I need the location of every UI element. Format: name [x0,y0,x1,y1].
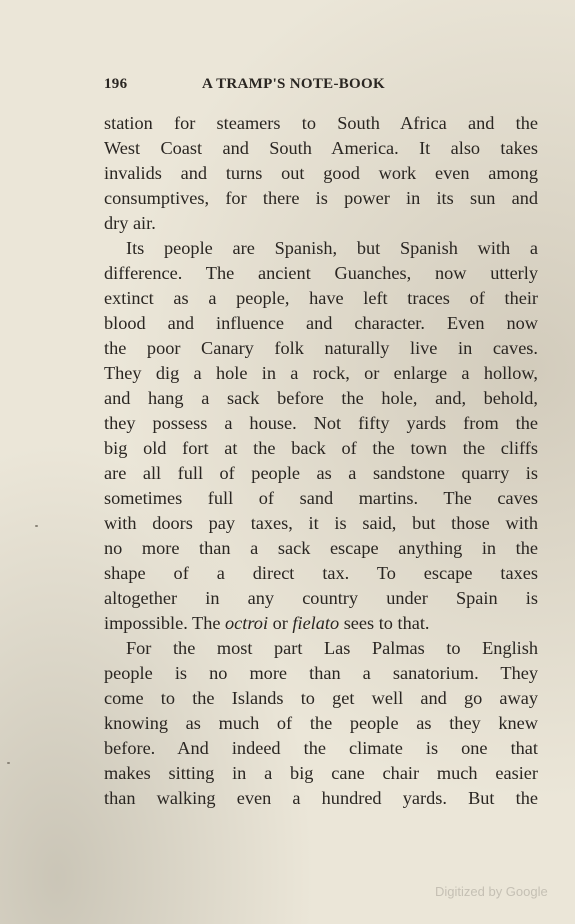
text-fragment: or [268,613,293,633]
text-line: blood and influence and character. Even now [104,313,538,333]
text-line: they possess a house. Not fifty yards from the [104,413,538,433]
digitization-watermark: Digitized by Google [435,884,548,899]
text-line: and hang a sack before the hole, and, behold, [104,388,538,408]
page-number: 196 [104,76,128,92]
paper-speck [7,762,10,764]
body-text [104,111,538,811]
text-line: are all full of people as a sandstone quarry is [104,463,538,483]
running-title: A TRAMP'S NOTE-BOOK [202,76,385,92]
text-line: come to the Islands to get well and go away [104,688,538,708]
text-line: before. And indeed the climate is one that [104,738,538,758]
text-line: station for steamers to South Africa and the [104,113,538,133]
text-line: makes sitting in a big cane chair much easier [104,763,538,783]
paper-speck [35,525,38,527]
text-line: West Coast and South America. It also takes [104,138,538,158]
text-line: dry air. [104,213,156,233]
text-line: They dig a hole in a rock, or enlarge a hollow, [104,363,538,383]
text-line: knowing as much of the people as they knew [104,713,538,733]
text-line: people is no more than a sanatorium. They [104,663,538,683]
text-fragment: sees to that. [339,613,430,633]
text-line: big old fort at the back of the town the cliffs [104,438,538,458]
text-line: no more than a sack escape anything in the [104,538,538,558]
text-line: For the most part Las Palmas to English [126,638,538,658]
text-line: invalids and turns out good work even among [104,163,538,183]
text-line: Its people are Spanish, but Spanish with a [126,238,538,258]
text-line: than walking even a hundred yards. But the [104,788,538,808]
text-line: shape of a direct tax. To escape taxes [104,563,538,583]
italic-term-fielato: fielato [292,613,340,633]
text-line: consumptives, for there is power in its sun and [104,188,538,208]
text-line: with doors pay taxes, it is said, but those with [104,513,538,533]
text-line: difference. The ancient Guanches, now utterly [104,263,538,283]
text-line-with-italics [104,611,538,636]
text-line: the poor Canary folk naturally live in caves. [104,338,538,358]
text-line: altogether in any country under Spain is [104,588,538,608]
text-line: sometimes full of sand martins. The caves [104,488,538,508]
text-fragment: impossible. The [104,613,226,633]
italic-term-octroi: octroi [225,613,269,633]
text-line: extinct as a people, have left traces of their [104,288,538,308]
